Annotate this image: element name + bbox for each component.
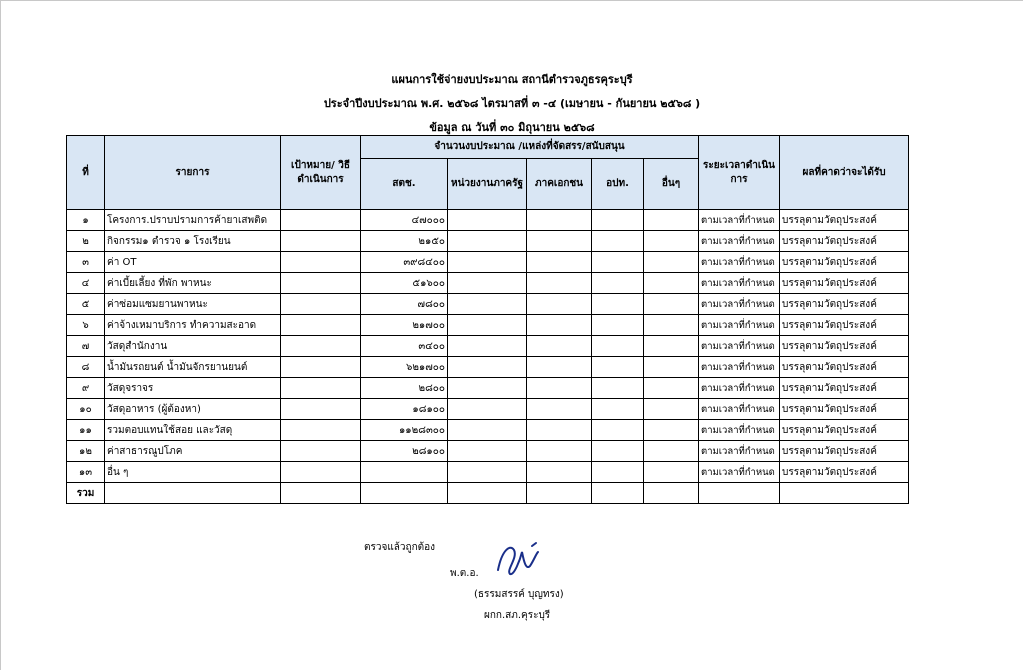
row-amount: ๑๑๒๘๓๐๐ xyxy=(361,420,448,441)
row-timing: ตามเวลาที่กำหนด xyxy=(699,252,780,273)
row-number: ๑๒ xyxy=(67,441,105,462)
row-item: ค่า OT xyxy=(105,252,281,273)
row-timing: ตามเวลาที่กำหนด xyxy=(699,210,780,231)
row-timing: ตามเวลาที่กำหนด xyxy=(699,399,780,420)
row-number: ๔ xyxy=(67,273,105,294)
row-target xyxy=(281,378,361,399)
row-result: บรรลุตามวัตถุประสงค์ xyxy=(780,441,909,462)
row-timing: ตามเวลาที่กำหนด xyxy=(699,462,780,483)
table-row xyxy=(67,294,909,315)
signature-image xyxy=(492,540,552,580)
row-item: ค่าจ้างเหมาบริการ ทำความสะอาด xyxy=(105,315,281,336)
row-target xyxy=(281,357,361,378)
row-target xyxy=(281,315,361,336)
table-row xyxy=(67,378,909,399)
header-budget-government: หน่วยงานภาครัฐ xyxy=(448,159,527,210)
checked-text: ตรวจแล้วถูกต้อง xyxy=(364,542,436,553)
row-item: น้ำมันรถยนต์ น้ำมันจักรยานยนต์ xyxy=(105,357,281,378)
row-target xyxy=(281,294,361,315)
table-row xyxy=(67,252,909,273)
row-item: ค่าสาธารณูปโภค xyxy=(105,441,281,462)
document-subtitle: ประจำปีงบประมาณ พ.ศ. ๒๕๖๘ ไตรมาสที่ ๓ -๔ (เมษายน - กันยายน ๒๕๖๘ ) xyxy=(323,97,701,110)
row-number: ๒ xyxy=(67,231,105,252)
row-timing: ตามเวลาที่กำหนด xyxy=(699,231,780,252)
row-timing: ตามเวลาที่กำหนด xyxy=(699,357,780,378)
row-item: ค่าซ่อมแซมยานพาหนะ xyxy=(105,294,281,315)
row-timing: ตามเวลาที่กำหนด xyxy=(699,378,780,399)
row-target xyxy=(281,210,361,231)
row-item: วัสดุสำนักงาน xyxy=(105,336,281,357)
total-row xyxy=(67,483,909,504)
row-amount: ๔๗๐๐๐ xyxy=(361,210,448,231)
table-row xyxy=(67,441,909,462)
row-timing: ตามเวลาที่กำหนด xyxy=(699,420,780,441)
row-item: วัสดุจราจร xyxy=(105,378,281,399)
row-amount: ๓๔๐๐ xyxy=(361,336,448,357)
header-budget-police: สตช. xyxy=(361,159,448,210)
row-number: ๑๐ xyxy=(67,399,105,420)
header-budget-private: ภาคเอกชน xyxy=(527,159,592,210)
row-result: บรรลุตามวัตถุประสงค์ xyxy=(780,273,909,294)
row-result: บรรลุตามวัตถุประสงค์ xyxy=(780,378,909,399)
row-number: ๓ xyxy=(67,252,105,273)
row-timing: ตามเวลาที่กำหนด xyxy=(699,294,780,315)
row-result: บรรลุตามวัตถุประสงค์ xyxy=(780,336,909,357)
row-target xyxy=(281,399,361,420)
table-row xyxy=(67,462,909,483)
row-timing: ตามเวลาที่กำหนด xyxy=(699,315,780,336)
header-timing: ระยะเวลาดำเนินการ xyxy=(699,136,780,210)
data-date-line: ข้อมูล ณ วันที่ ๓๐ มิถุนายน ๒๕๖๘ xyxy=(429,121,595,134)
row-amount: ๒๘๑๐๐ xyxy=(361,441,448,462)
row-result: บรรลุตามวัตถุประสงค์ xyxy=(780,462,909,483)
header-item: รายการ xyxy=(105,136,281,210)
table-row xyxy=(67,273,909,294)
table-row xyxy=(67,336,909,357)
row-target xyxy=(281,462,361,483)
row-item: ค่าเบี้ยเลี้ยง ที่พัก พาหนะ xyxy=(105,273,281,294)
budget-table xyxy=(66,135,909,504)
row-result: บรรลุตามวัตถุประสงค์ xyxy=(780,420,909,441)
row-amount: ๗๘๐๐ xyxy=(361,294,448,315)
row-amount xyxy=(361,462,448,483)
row-target xyxy=(281,252,361,273)
row-result: บรรลุตามวัตถุประสงค์ xyxy=(780,399,909,420)
row-number: ๘ xyxy=(67,357,105,378)
row-amount: ๒๘๐๐ xyxy=(361,378,448,399)
row-timing: ตามเวลาที่กำหนด xyxy=(699,441,780,462)
row-target xyxy=(281,273,361,294)
row-amount: ๕๑๖๐๐ xyxy=(361,273,448,294)
header-budget-other: อื่นๆ xyxy=(644,159,699,210)
row-amount: ๒๑๕๐ xyxy=(361,231,448,252)
document-title: แผนการใช้จ่ายงบประมาณ สถานีตำรวจภูธรคุระบุรี xyxy=(391,73,633,86)
row-amount: ๖๒๑๗๐๐ xyxy=(361,357,448,378)
signer-name: (ธรรมสรรค์ บุญทรง) xyxy=(474,589,564,600)
row-number: ๑ xyxy=(67,210,105,231)
table-row xyxy=(67,231,909,252)
signer-position: ผกก.สภ.คุระบุรี xyxy=(484,610,551,621)
row-timing: ตามเวลาที่กำหนด xyxy=(699,336,780,357)
row-number: ๖ xyxy=(67,315,105,336)
row-amount: ๓๙๘๔๐๐ xyxy=(361,252,448,273)
row-target xyxy=(281,441,361,462)
header-budget-local: อปท. xyxy=(592,159,644,210)
row-item: กิจกรรม๑ ตำรวจ ๑ โรงเรียน xyxy=(105,231,281,252)
row-result: บรรลุตามวัตถุประสงค์ xyxy=(780,294,909,315)
row-number: ๑๓ xyxy=(67,462,105,483)
total-label: รวม xyxy=(67,483,105,504)
row-item: โครงการ.ปราบปรามการค้ายาเสพติด xyxy=(105,210,281,231)
row-number: ๑๑ xyxy=(67,420,105,441)
row-target xyxy=(281,231,361,252)
table-row xyxy=(67,420,909,441)
table-row xyxy=(67,315,909,336)
header-no: ที่ xyxy=(67,136,105,210)
header-target: เป้าหมาย/ วิธีดำเนินการ xyxy=(281,136,361,210)
row-number: ๗ xyxy=(67,336,105,357)
row-result: บรรลุตามวัตถุประสงค์ xyxy=(780,315,909,336)
row-result: บรรลุตามวัตถุประสงค์ xyxy=(780,210,909,231)
row-result: บรรลุตามวัตถุประสงค์ xyxy=(780,357,909,378)
table-row xyxy=(67,399,909,420)
row-item: รวมตอบแทนใช้สอย และวัสดุ xyxy=(105,420,281,441)
table-row xyxy=(67,210,909,231)
header-budget-group: จำนวนงบประมาณ /แหล่งที่จัดสรร/สนับสนุน xyxy=(361,136,699,159)
table-row xyxy=(67,357,909,378)
row-item: อื่น ๆ xyxy=(105,462,281,483)
row-number: ๕ xyxy=(67,294,105,315)
row-target xyxy=(281,420,361,441)
row-result: บรรลุตามวัตถุประสงค์ xyxy=(780,231,909,252)
row-result: บรรลุตามวัตถุประสงค์ xyxy=(780,252,909,273)
row-number: ๙ xyxy=(67,378,105,399)
row-amount: ๑๘๑๐๐ xyxy=(361,399,448,420)
signer-rank: พ.ต.อ. xyxy=(450,568,479,579)
header-result: ผลที่คาดว่าจะได้รับ xyxy=(780,136,909,210)
row-target xyxy=(281,336,361,357)
row-amount: ๒๑๗๐๐ xyxy=(361,315,448,336)
row-timing: ตามเวลาที่กำหนด xyxy=(699,273,780,294)
row-item: วัสดุอาหาร (ผู้ต้องหา) xyxy=(105,399,281,420)
